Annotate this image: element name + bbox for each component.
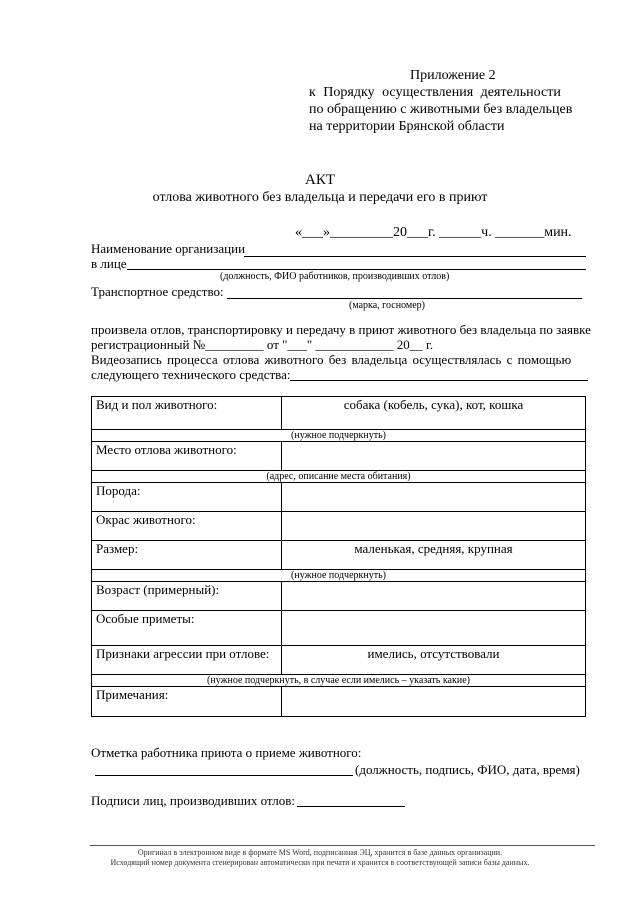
vehicle-label: Транспортное средство: — [91, 284, 224, 299]
color-label: Окрас животного: — [92, 512, 282, 541]
marks-value[interactable] — [282, 611, 586, 646]
shelter-field[interactable] — [95, 775, 353, 776]
notes-label: Примечания: — [92, 687, 282, 717]
org-field[interactable] — [244, 256, 586, 257]
aggression-note: (нужное подчеркнуть, в случае если имелись – указать какие) — [92, 675, 586, 687]
aggression-label: Признаки агрессии при отлове: — [92, 646, 282, 675]
paragraph-line-4: следующего технического средства: — [91, 367, 291, 382]
place-label: Место отлова животного: — [92, 442, 282, 471]
breed-label: Порода: — [92, 483, 282, 512]
vehicle-caption: (марка, госномер) — [349, 300, 425, 311]
person-caption: (должность, ФИО работников, производивших отлов) — [220, 271, 450, 282]
shelter-label: Отметка работника приюта о приеме животного: — [91, 745, 362, 760]
place-value[interactable] — [282, 442, 586, 471]
person-label: в лице — [91, 256, 127, 271]
appendix-title: Приложение 2 — [410, 68, 496, 83]
paragraph-line-1: произвела отлов, транспортировку и передачу в приют животного без владельца по заявке — [91, 322, 591, 337]
date-time-line: «___»_________20___г. ______ч. _______мин. — [295, 225, 572, 240]
person-field[interactable] — [127, 269, 586, 270]
footer-line-1: Оригинал в электронном виде в формате MS Word, подписанная ЭЦ, хранится в базе данных организации. — [137, 848, 503, 857]
aggression-value[interactable]: имелись, отсутствовали — [282, 646, 586, 675]
animal-info-table — [91, 396, 586, 717]
species-value[interactable]: собака (кобель, сука), кот, кошка — [282, 397, 586, 430]
org-label: Наименование организации — [91, 241, 246, 256]
size-label: Размер: — [92, 541, 282, 570]
footer-line-2: Исходящий номер документа сгенерирован автоматически при печати и хранится в соответствующей записи базы данных. — [110, 858, 530, 867]
size-note: (нужное подчеркнуть) — [92, 570, 586, 582]
marks-label: Особые приметы: — [92, 611, 282, 646]
video-device-field[interactable] — [290, 380, 588, 381]
age-value[interactable] — [282, 582, 586, 611]
notes-value[interactable] — [282, 687, 586, 717]
age-label: Возраст (примерный): — [92, 582, 282, 611]
paragraph-line-2: регистрационный №_________ от "___" ____________ 20__ г. — [91, 337, 434, 352]
act-title: АКТ — [305, 172, 335, 188]
size-value[interactable]: маленькая, средняя, крупная — [282, 541, 586, 570]
color-value[interactable] — [282, 512, 586, 541]
shelter-caption: (должность, подпись, ФИО, дата, время) — [355, 762, 580, 777]
vehicle-field[interactable] — [227, 298, 582, 299]
paragraph-line-3: Видеозапись процесса отлова животного без владельца осуществлялась с помощью — [91, 352, 572, 367]
signatures-field[interactable] — [297, 806, 405, 807]
appendix-line-2: по обращению с животными без владельцев — [309, 102, 573, 117]
signatures-label: Подписи лиц, производивших отлов: — [91, 793, 295, 808]
appendix-line-1: к Порядку осуществления деятельности — [309, 85, 561, 100]
appendix-line-3: на территории Брянской области — [309, 119, 505, 134]
breed-value[interactable] — [282, 483, 586, 512]
place-note: (адрес, описание места обитания) — [92, 471, 586, 483]
species-label: Вид и пол животного: — [92, 397, 282, 430]
footer-divider — [90, 845, 595, 846]
species-note: (нужное подчеркнуть) — [92, 430, 586, 442]
act-subtitle: отлова животного без владельца и передачи его в приют — [152, 190, 488, 205]
